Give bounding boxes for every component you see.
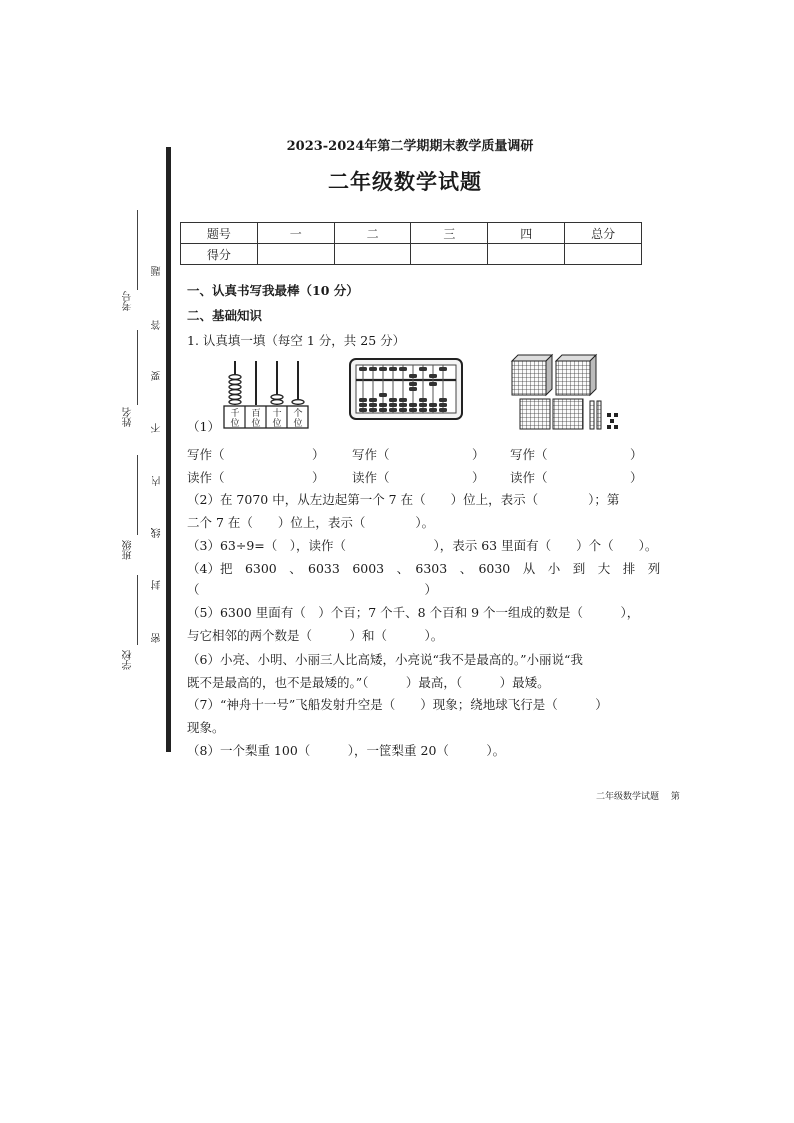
write-label: 写作（ <box>510 447 548 462</box>
bead-abacus <box>349 358 463 420</box>
question-3: （3）63÷9=（ ），读作（ ），表示 63 里面有（ ）个（ ）。 <box>187 538 658 553</box>
question-4-line-1: （4）把 6300 、 6033 6003 、 6303 、 6030 从 小 到 大 排 列 <box>187 561 661 576</box>
seal-word: 线 <box>152 528 163 538</box>
score-table <box>180 222 642 265</box>
table-row <box>181 244 642 265</box>
side-underline <box>137 455 138 535</box>
score-input-cell[interactable] <box>411 244 488 265</box>
question-2-line-2: 二个 7 在（ ）位上，表示（ ）。 <box>187 515 435 530</box>
place-label: 百 <box>251 409 261 419</box>
question-7-line-1: （7）“神舟十一号”飞船发射升空是（ ）现象；绕地球飞行是（ ） <box>187 697 608 712</box>
part-1-label: （1） <box>187 419 220 434</box>
table-row <box>181 223 642 244</box>
binding-bar <box>166 147 171 752</box>
question-2-line-1: （2）在 7070 中，从左边起第一个 7 在（ ）位上，表示（ ）；第 <box>187 492 620 507</box>
blank-close[interactable]: ） <box>312 447 325 462</box>
score-input-cell[interactable] <box>257 244 334 265</box>
score-input-cell[interactable] <box>565 244 642 265</box>
side-underline <box>137 575 138 645</box>
place-label: 位 <box>293 419 303 429</box>
seal-word: 要 <box>152 371 163 381</box>
blank-close[interactable]: ） <box>472 447 485 462</box>
question-6-line-2: 既不是最高的，也不是最矮的。”（ ）最高，（ ）最矮。 <box>187 675 550 690</box>
read-label: 读作（ <box>187 470 225 485</box>
question-5-line-2: 与它相邻的两个数是（ ）和（ ）。 <box>187 628 444 643</box>
place-label: 十 <box>272 409 282 419</box>
table-cell: 题号 <box>181 223 258 244</box>
seal-word: 答 <box>152 320 163 330</box>
table-cell: 一 <box>257 223 334 244</box>
blank-close[interactable]: ） <box>630 447 643 462</box>
seal-word: 密 <box>152 633 163 643</box>
blank-close[interactable]: ） <box>630 470 643 485</box>
seal-word: 不 <box>152 423 163 433</box>
score-input-cell[interactable] <box>334 244 411 265</box>
side-label-name: 姓名 <box>123 407 134 427</box>
place-label: 位 <box>230 419 240 429</box>
section-heading-2: 二、基础知识 <box>187 308 263 323</box>
question-8: （8）一个梨重 100（ ），一筐梨重 20（ ）。 <box>187 743 506 758</box>
table-cell: 二 <box>334 223 411 244</box>
side-label-class: 班级 <box>123 540 134 560</box>
exam-title: 二年级数学试题 <box>328 169 482 194</box>
read-label: 读作（ <box>352 470 390 485</box>
place-label: 位 <box>251 419 261 429</box>
write-label: 写作（ <box>352 447 390 462</box>
section-heading-1: 一、认真书写我最棒（10 分） <box>187 283 359 298</box>
question-4-line-2: （ ） <box>187 582 438 597</box>
table-cell: 三 <box>411 223 488 244</box>
table-cell: 得分 <box>181 244 258 265</box>
table-cell: 四 <box>488 223 565 244</box>
side-label-school: 学校 <box>123 650 134 670</box>
question-7-line-2: 现象。 <box>187 720 225 735</box>
side-underline <box>137 330 138 405</box>
exam-subtitle: 2023-2024年第二学期期末教学质量调研 <box>286 139 534 154</box>
counting-rod-abacus <box>215 357 315 429</box>
side-label-exam-no: 考号 <box>123 291 134 311</box>
page-footer: 二年级数学试题 第 <box>596 792 680 802</box>
place-label: 千 <box>230 409 240 419</box>
score-input-cell[interactable] <box>488 244 565 265</box>
question-5-line-1: （5）6300 里面有（ ）个百；7 个千、8 个百和 9 个一组成的数是（ ）， <box>187 605 640 620</box>
seal-word: 题 <box>152 266 163 276</box>
seal-word: 封 <box>152 580 163 590</box>
read-label: 读作（ <box>510 470 548 485</box>
place-label: 个 <box>293 409 303 419</box>
blank-close[interactable]: ） <box>312 470 325 485</box>
table-cell: 总分 <box>565 223 642 244</box>
blank-close[interactable]: ） <box>472 470 485 485</box>
place-value-blocks <box>506 353 630 433</box>
question-1-heading: 1. 认真填一填（每空 1 分，共 25 分） <box>187 333 406 348</box>
question-6-line-1: （6）小亮、小明、小丽三人比高矮，小亮说“我不是最高的。”小丽说“我 <box>187 652 583 667</box>
side-underline <box>137 210 138 290</box>
seal-word: 内 <box>152 476 163 486</box>
place-label: 位 <box>272 419 282 429</box>
write-label: 写作（ <box>187 447 225 462</box>
